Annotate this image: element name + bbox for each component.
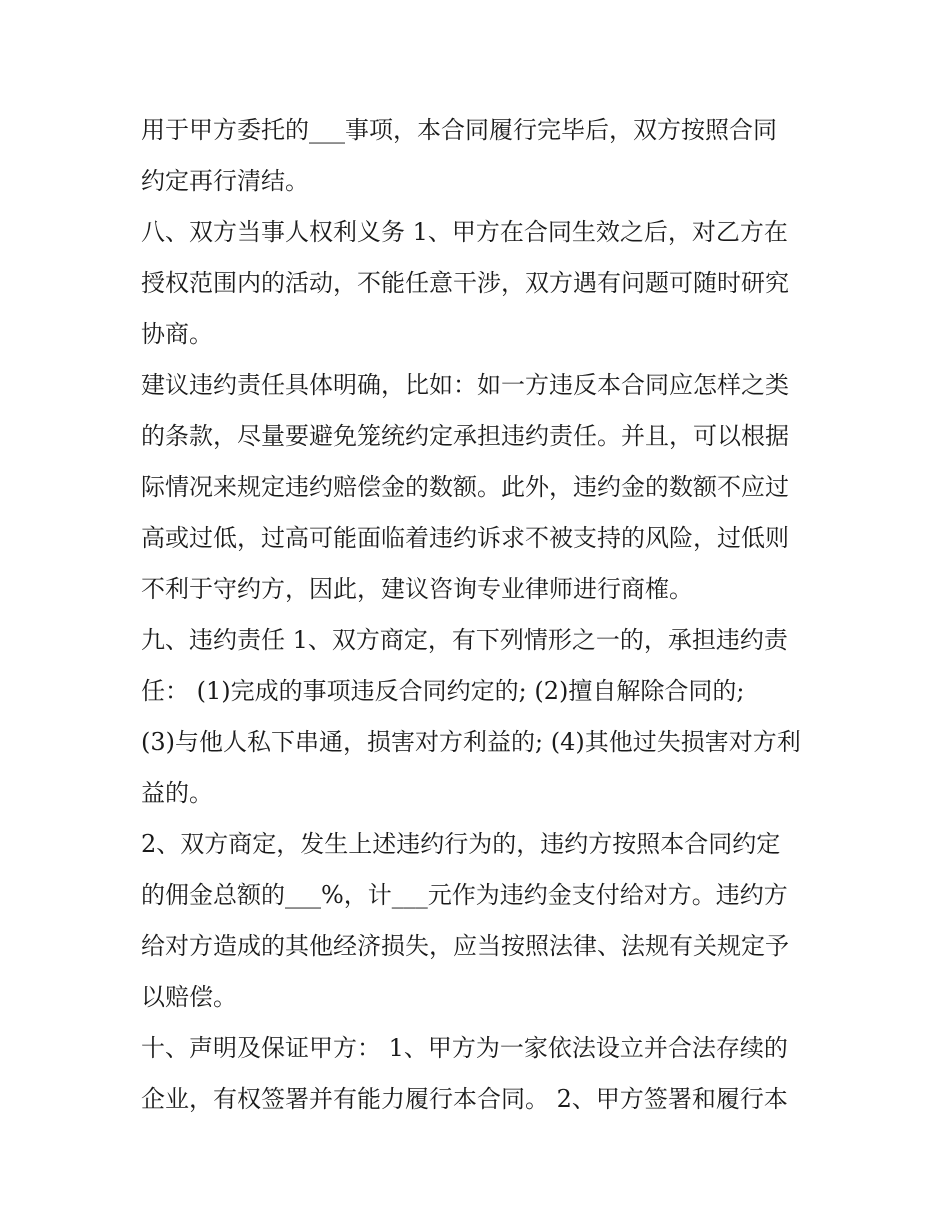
contract-text: [141, 110, 821, 1130]
text-line: 九、违约责任 1、双方商定，有下列情形之一的，承担违约责: [141, 626, 788, 654]
text-line: 十、声明及保证甲方： 1、甲方为一家依法设立并合法存续的: [141, 1034, 788, 1062]
text-line: 建议违约责任具体明确，比如：如一方违反本合同应怎样之类: [141, 371, 789, 399]
text-line: 益的。: [141, 779, 213, 807]
text-line: 授权范围内的活动，不能任意干涉，双方遇有问题可随时研究: [141, 269, 789, 297]
text-line: 协商。: [141, 320, 213, 348]
text-line: 高或过低，过高可能面临着违约诉求不被支持的风险，过低则: [141, 524, 789, 552]
text-line: 给对方造成的其他经济损失，应当按照法律、法规有关规定予: [141, 932, 789, 960]
text-line: 的佣金总额的___%，计___元作为违约金支付给对方。违约方: [141, 881, 788, 909]
text-line: 任： (1)完成的事项违反合同约定的; (2)擅自解除合同的;: [141, 677, 745, 705]
text-line: 不利于守约方，因此，建议咨询专业律师进行商榷。: [141, 575, 693, 603]
text-line: 的条款，尽量要避免笼统约定承担违约责任。并且，可以根据: [141, 422, 789, 450]
text-line: 际情况来规定违约赔偿金的数额。此外，违约金的数额不应过: [141, 473, 789, 501]
text-line: 用于甲方委托的___事项，本合同履行完毕后，双方按照合同: [141, 116, 777, 144]
text-line: 约定再行清结。: [141, 167, 309, 195]
text-line: 企业，有权签署并有能力履行本合同。 2、甲方签署和履行本: [141, 1085, 788, 1113]
text-line: 八、双方当事人权利义务 1、甲方在合同生效之后，对乙方在: [141, 218, 788, 246]
text-line: 以赔偿。: [141, 983, 237, 1011]
text-line: 2、双方商定，发生上述违约行为的，违约方按照本合同约定: [141, 830, 781, 858]
text-line: (3)与他人私下串通，损害对方利益的; (4)其他过失损害对方利: [141, 728, 801, 756]
